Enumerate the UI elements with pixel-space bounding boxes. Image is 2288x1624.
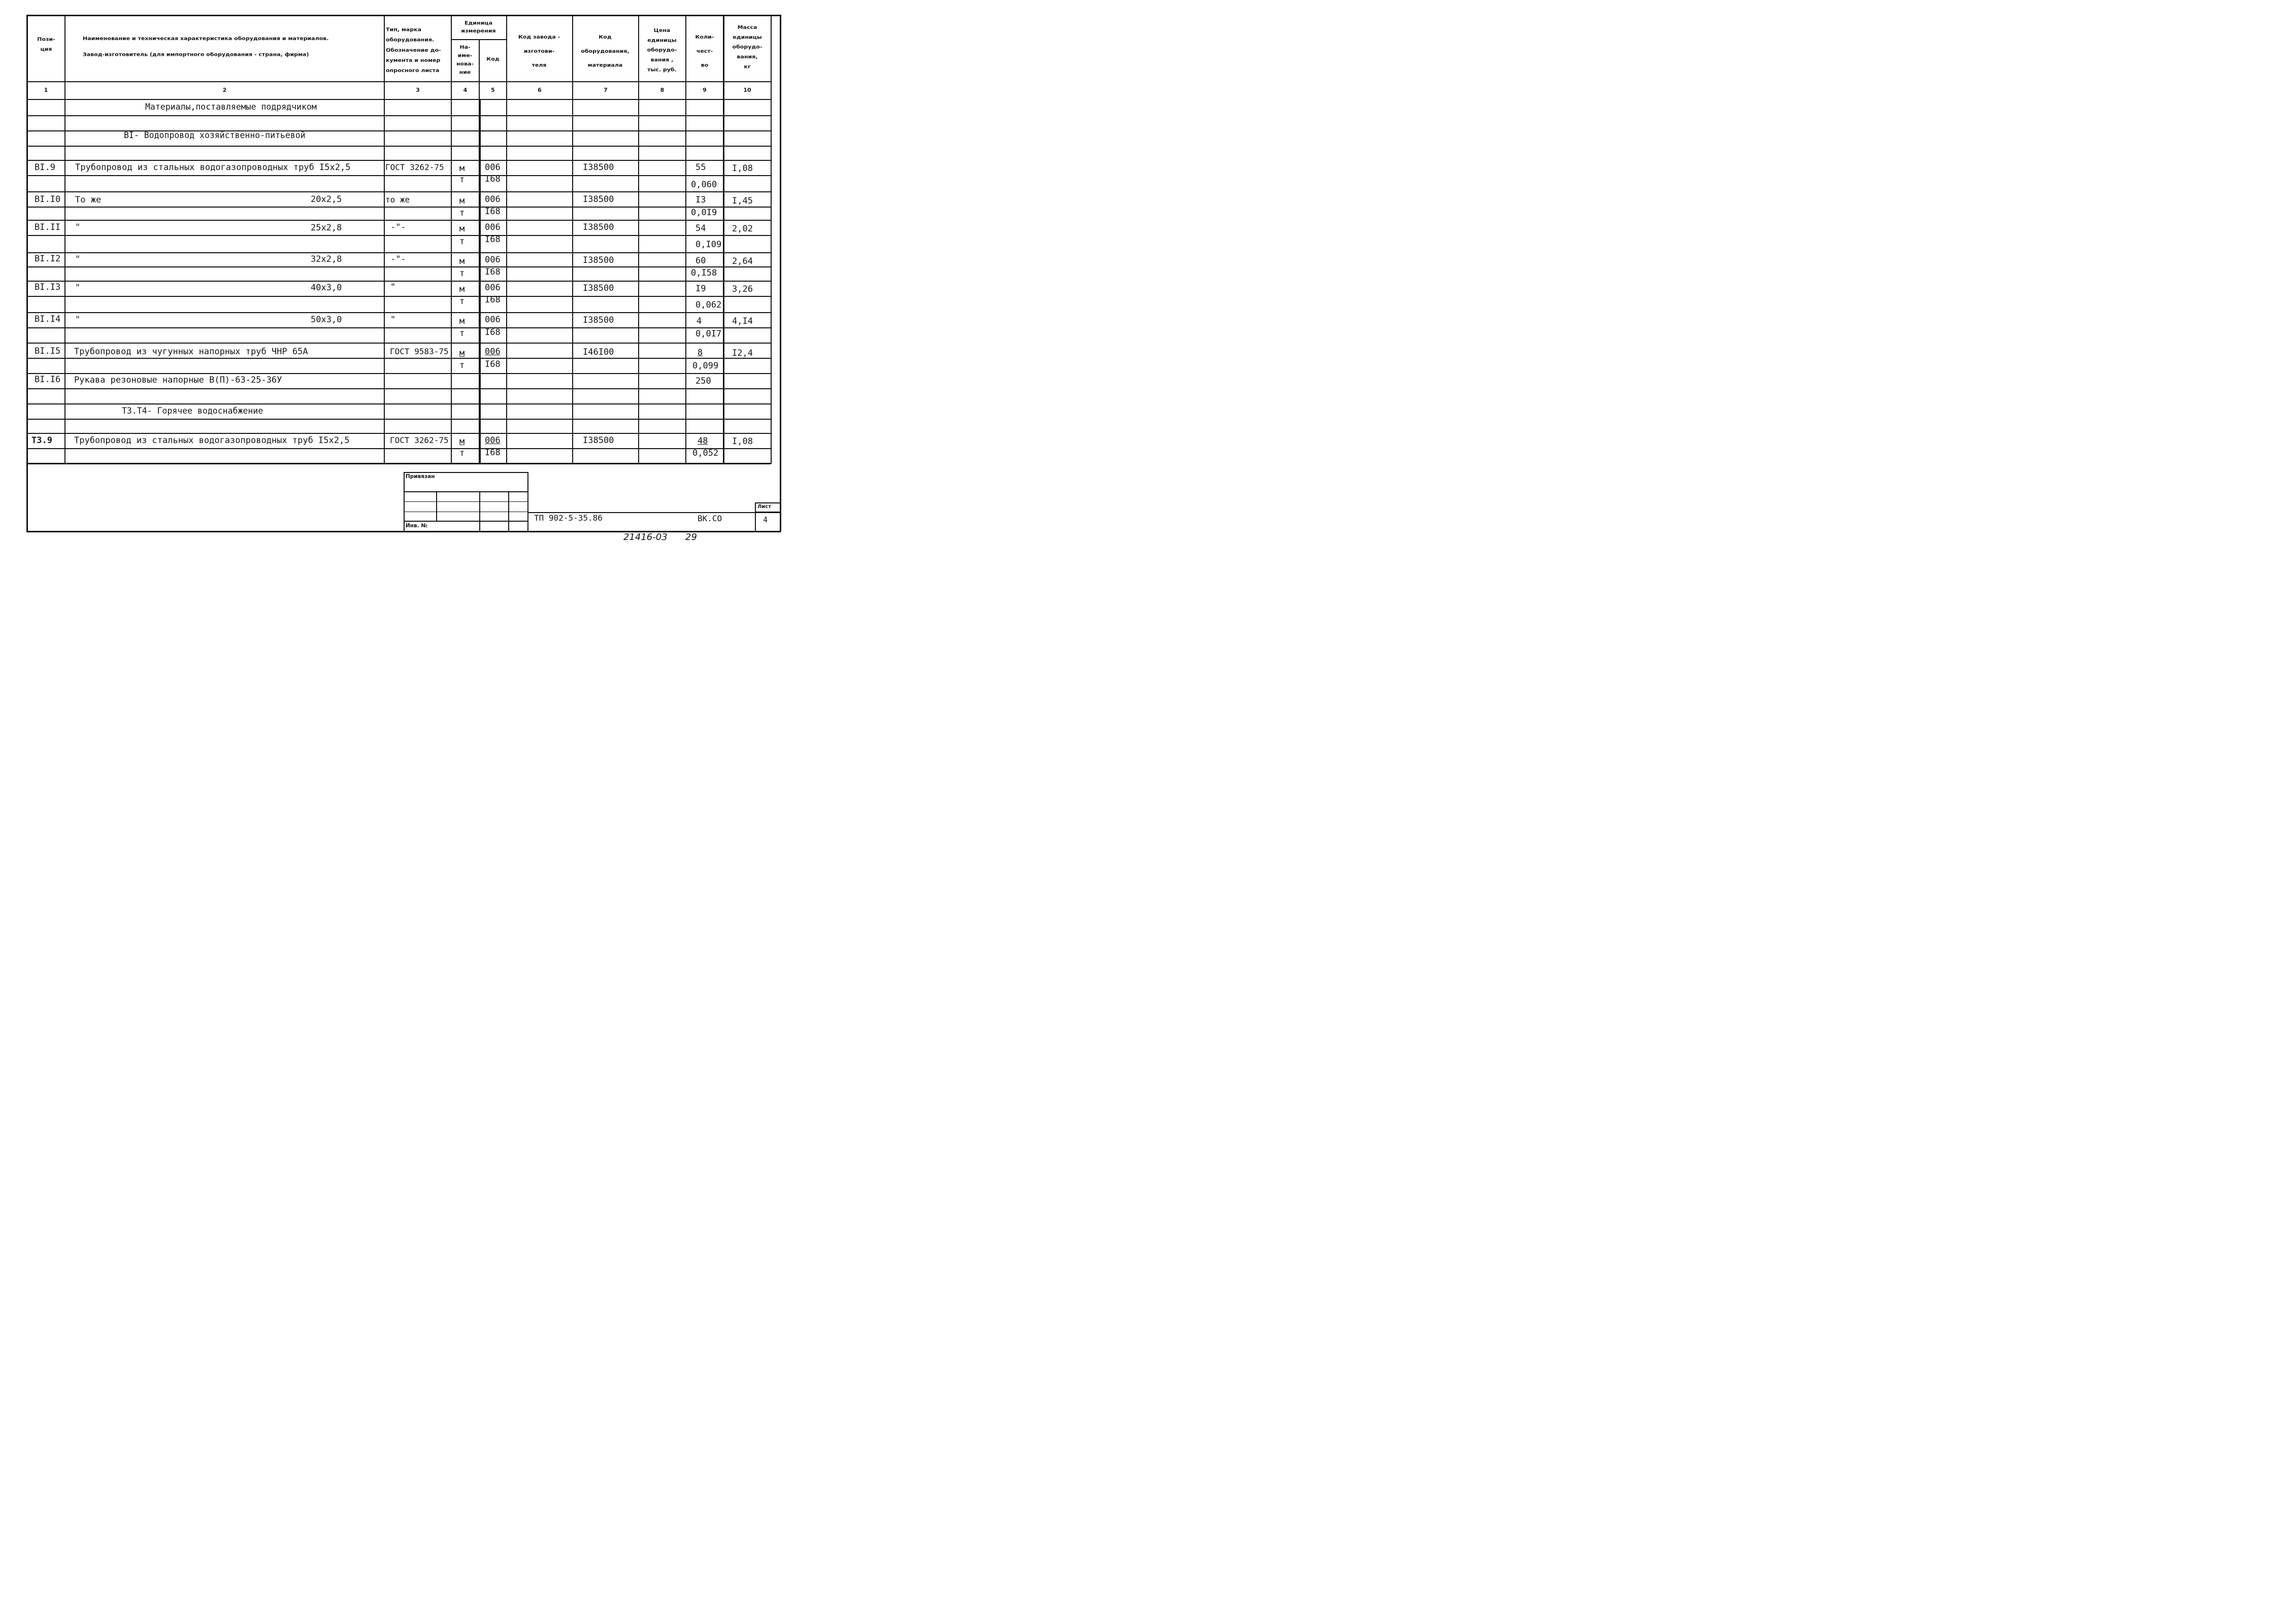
header-line	[26, 81, 771, 82]
row-position: Т3.9	[31, 435, 52, 446]
inventory-number-label: Инв. №	[406, 523, 427, 529]
row-material-code: I46I00	[583, 347, 614, 357]
row-unit-code: I68	[485, 327, 501, 337]
col-line	[384, 15, 385, 464]
row-unit: т	[459, 448, 465, 458]
row-type: -"-	[390, 254, 406, 264]
row-size: 32x2,8	[311, 254, 342, 264]
row-unit: т	[459, 360, 465, 370]
row-line	[26, 281, 771, 282]
row-line	[26, 343, 771, 344]
row-name: Трубопровод из стальных водогазопроводных труб I5x2,5	[74, 435, 350, 446]
row-line	[26, 388, 771, 389]
row-unit-code: 006	[485, 283, 501, 293]
frame-right	[780, 15, 781, 531]
row-quantity: 48	[698, 436, 708, 446]
sheet-box-line	[755, 502, 756, 531]
col-line	[451, 15, 452, 464]
row-unit: т	[459, 208, 465, 218]
row-quantity: 0,060	[691, 180, 717, 190]
row-quantity: 0,I58	[691, 268, 717, 278]
row-line	[26, 235, 771, 236]
row-unit-code: I68	[485, 295, 501, 305]
header-material-code: Код оборудования, материала	[581, 33, 629, 69]
section-title: Т3.Т4- Горячее водоснабжение	[122, 406, 263, 416]
unit-group-line	[451, 39, 506, 40]
row-line	[26, 433, 771, 434]
column-number: 1	[44, 87, 48, 93]
row-unit-code: I68	[485, 448, 501, 458]
row-name: "	[75, 222, 81, 232]
row-quantity: 0,0I7	[695, 329, 722, 339]
privyazan-label: Привязан	[406, 473, 435, 480]
row-size: 25x2,8	[311, 223, 342, 233]
row-material-code: I38500	[583, 194, 614, 205]
row-material-code: I38500	[583, 162, 614, 173]
row-quantity: 250	[695, 376, 711, 386]
column-number: 5	[491, 87, 495, 93]
sheet-number: 4	[763, 515, 768, 524]
row-line	[26, 296, 771, 297]
col-line	[638, 15, 639, 464]
header-position: Пози- ция	[37, 36, 55, 52]
header-price: Цена единицы оборудо- вания , тыс. руб.	[647, 27, 677, 73]
row-line	[26, 115, 771, 116]
row-material-code: I38500	[583, 283, 614, 293]
row-position: BI.9	[35, 162, 55, 173]
row-unit-code: 006	[485, 194, 501, 205]
row-position: BI.I5	[35, 346, 61, 356]
stamp-line	[508, 491, 509, 531]
row-unit: т	[459, 236, 465, 247]
specification-sheet	[0, 0, 795, 558]
row-unit-code: I68	[485, 359, 501, 369]
row-size: 20x2,5	[311, 194, 342, 205]
row-quantity: 54	[695, 223, 706, 233]
column-number: 4	[463, 87, 468, 93]
row-line	[26, 220, 771, 221]
row-quantity: I9	[695, 284, 706, 294]
row-size: 40x3,0	[311, 283, 342, 293]
column-number: 6	[538, 87, 542, 93]
col-line	[64, 15, 65, 464]
row-unit-code: 006	[485, 255, 501, 265]
row-line	[26, 191, 771, 192]
row-type: "	[390, 315, 396, 325]
row-unit-code: I68	[485, 234, 501, 245]
header-unit-name: На- име- нова- ние	[456, 44, 474, 76]
stamp-line	[404, 472, 528, 473]
column-number: 2	[222, 87, 227, 93]
row-unit-code: 006	[485, 435, 501, 446]
row-unit: м	[459, 224, 465, 234]
row-unit: т	[459, 268, 465, 279]
row-line	[26, 252, 771, 253]
col-line	[771, 15, 772, 464]
row-mass: 3,26	[732, 284, 753, 294]
stamp-line	[479, 491, 480, 531]
row-mass: I,08	[732, 163, 753, 174]
col-line	[685, 15, 686, 464]
header-unit-group: Единица измерения	[461, 20, 496, 34]
header-factory-code: Код завода - изготови- теля	[518, 33, 560, 69]
row-line	[26, 358, 771, 359]
frame-top	[26, 15, 781, 16]
header-line	[26, 99, 771, 100]
row-mass: I,08	[732, 436, 753, 447]
row-mass: 4,I4	[732, 316, 753, 326]
row-quantity: 0,052	[692, 448, 719, 458]
row-unit: м	[459, 284, 465, 294]
column-number: 8	[660, 87, 665, 93]
row-unit-code: 006	[485, 222, 501, 232]
row-name: Трубопровод из чугунных напорных труб ЧНР 65А	[74, 347, 308, 357]
row-line	[26, 146, 771, 147]
document-code: ТП 902-5-35.86	[534, 513, 603, 523]
row-line	[26, 175, 771, 176]
row-type: ГОСТ 3262-75	[385, 162, 444, 172]
row-unit: м	[459, 196, 465, 206]
column-number: 7	[604, 87, 608, 93]
row-line	[26, 160, 771, 161]
row-name: Трубопровод из стальных водогазопроводных труб I5x2,5	[75, 162, 351, 173]
row-quantity: 0,062	[695, 300, 722, 310]
row-position: BI.II	[35, 222, 61, 232]
section-title: Материалы,поставляемые подрядчиком	[145, 102, 317, 112]
row-unit: т	[459, 328, 465, 339]
row-unit-code: I68	[485, 174, 501, 184]
frame-bottom	[26, 531, 781, 532]
col-line	[479, 99, 481, 464]
row-quantity: 60	[695, 256, 706, 266]
row-unit-code: 006	[485, 347, 501, 357]
col-line	[506, 15, 507, 464]
row-line	[26, 403, 771, 404]
row-name: Рукава резоновые напорные В(П)-63-25-36У	[74, 375, 282, 385]
col-line	[572, 15, 573, 464]
column-number: 3	[416, 87, 420, 93]
row-quantity: 4	[697, 316, 702, 326]
row-unit: м	[459, 348, 465, 358]
row-line	[26, 266, 771, 267]
row-unit: м	[459, 316, 465, 326]
row-type: "	[390, 282, 396, 292]
row-material-code: I38500	[583, 255, 614, 265]
section-title: BI- Водопровод хозяйственно-питьевой	[124, 130, 306, 140]
row-unit: м	[459, 256, 465, 266]
row-name: "	[75, 315, 81, 325]
column-number: 9	[703, 87, 707, 93]
row-unit-code: 006	[485, 162, 501, 173]
stamp-line	[404, 501, 528, 502]
row-mass: 2,64	[732, 256, 753, 266]
header-unit-code: Код	[486, 56, 500, 62]
row-material-code: I38500	[583, 435, 614, 446]
row-size: 50x3,0	[311, 315, 342, 325]
row-quantity: 0,099	[692, 361, 719, 371]
row-position: BI.I2	[35, 254, 61, 264]
row-position: BI.I0	[35, 194, 61, 205]
row-line	[26, 327, 771, 328]
row-quantity: 55	[695, 162, 706, 173]
row-quantity: I3	[695, 195, 706, 205]
row-material-code: I38500	[583, 315, 614, 325]
row-mass: 2,02	[732, 224, 753, 234]
table-bottom-line	[26, 463, 771, 464]
row-line	[26, 312, 771, 313]
row-unit: м	[459, 163, 465, 174]
stamp-line	[404, 521, 528, 522]
row-type: то же	[385, 195, 410, 205]
row-unit-code: I68	[485, 267, 501, 277]
sheet-box-line	[755, 502, 780, 503]
row-quantity: 0,0I9	[691, 208, 717, 218]
row-material-code: I38500	[583, 222, 614, 232]
row-position: BI.I3	[35, 282, 61, 292]
row-name: "	[75, 283, 81, 293]
row-line	[26, 373, 771, 374]
row-position: BI.I6	[35, 375, 61, 385]
row-unit-code: 006	[485, 315, 501, 325]
row-line	[26, 419, 771, 420]
row-position: BI.I4	[35, 314, 61, 324]
row-name: То же	[75, 195, 102, 205]
row-type: ГОСТ 3262-75	[390, 435, 449, 445]
row-mass: I2,4	[732, 348, 753, 358]
header-type: Тип, марка оборудования. Обозначение до- кумента и номер опросного листа	[386, 26, 441, 74]
stamp-line	[404, 491, 528, 492]
drawing-mark: ВК.СО	[698, 514, 722, 523]
row-unit: т	[459, 175, 465, 185]
header-quantity: Коли- чест- во	[695, 33, 714, 69]
stamp-line	[436, 491, 437, 521]
archive-page: 29	[685, 532, 697, 543]
archive-number: 21416-03	[623, 532, 668, 543]
col-line	[723, 15, 724, 464]
header-mass: Масса единицы оборудо- вания, кг	[732, 24, 762, 70]
column-number: 10	[743, 87, 751, 93]
row-unit: м	[459, 436, 465, 447]
row-type: -"-	[390, 222, 406, 232]
row-line	[26, 207, 771, 208]
row-quantity: 8	[698, 348, 703, 358]
row-line	[26, 448, 771, 449]
row-mass: I,45	[732, 196, 753, 206]
row-unit: т	[459, 296, 465, 307]
header-name: Наименование и техническая характеристика оборудования и материалов. Завод-изготовитель (для импортного оборудования - страна, фирма)	[83, 35, 329, 58]
row-unit-code: I68	[485, 207, 501, 217]
row-name: "	[75, 254, 81, 264]
sheet-label: Лист	[757, 504, 772, 510]
row-quantity: 0,I09	[695, 240, 722, 250]
row-type: ГОСТ 9583-75	[390, 347, 449, 356]
